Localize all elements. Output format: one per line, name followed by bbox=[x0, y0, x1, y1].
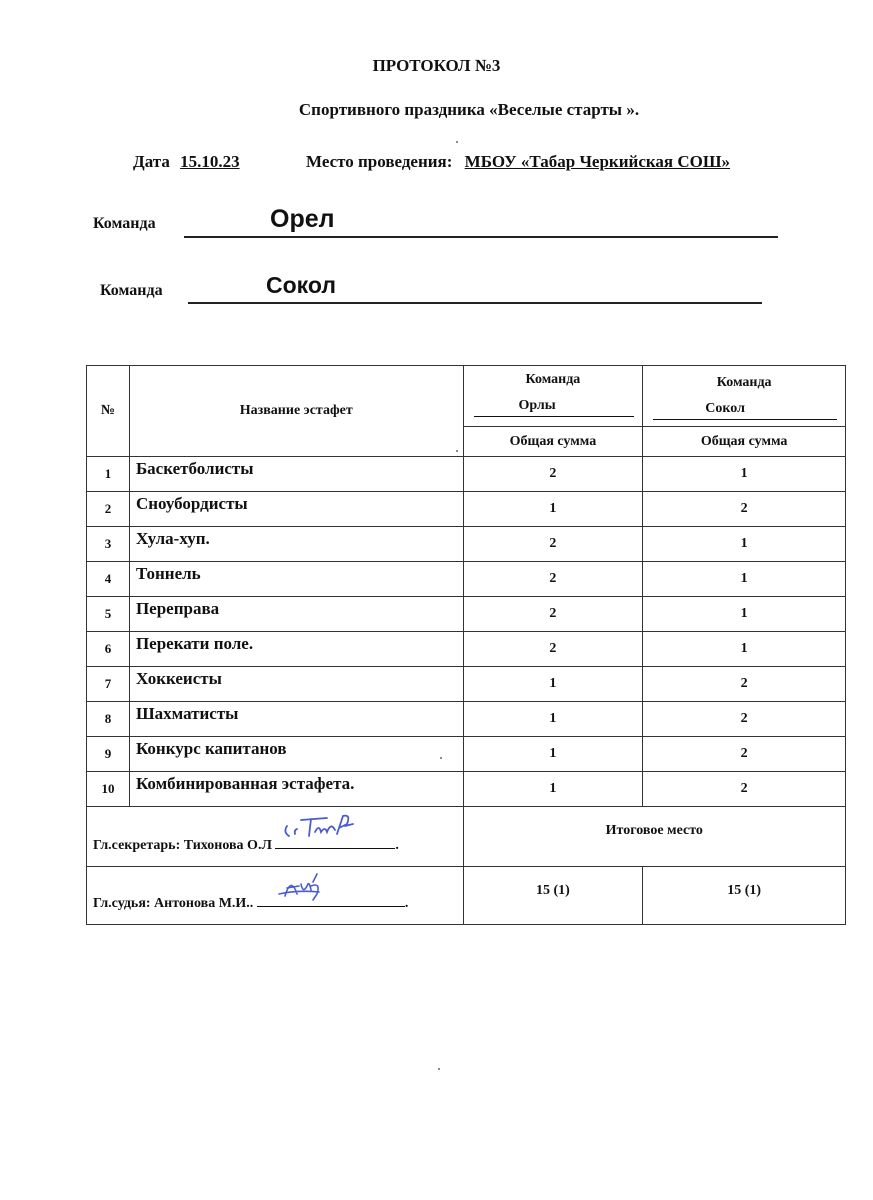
secretary-row bbox=[87, 807, 846, 867]
row-number: 7 bbox=[87, 667, 130, 702]
scan-speck bbox=[456, 450, 458, 452]
row-number: 9 bbox=[87, 737, 130, 772]
table-header-row bbox=[87, 366, 846, 427]
secretary-signature-line bbox=[275, 834, 395, 849]
team2-name: Сокол bbox=[266, 272, 336, 298]
team1-score: 2 bbox=[463, 632, 643, 667]
team2-score: 1 bbox=[643, 597, 846, 632]
team2-label: Команда bbox=[100, 282, 163, 299]
results-table bbox=[86, 365, 846, 925]
relay-name: Комбинированная эстафета. bbox=[129, 772, 463, 807]
team2-score: 2 bbox=[643, 667, 846, 702]
team1-score: 1 bbox=[463, 667, 643, 702]
document-subtitle: Спортивного праздника «Веселые старты ». bbox=[298, 100, 640, 119]
table-row bbox=[87, 737, 846, 772]
venue-line bbox=[306, 152, 730, 172]
scan-speck bbox=[438, 1068, 440, 1070]
scan-speck bbox=[440, 757, 442, 759]
row-number: 1 bbox=[87, 457, 130, 492]
team1-score: 1 bbox=[463, 772, 643, 807]
scan-speck bbox=[456, 141, 458, 143]
row-number: 5 bbox=[87, 597, 130, 632]
team1-score: 2 bbox=[463, 562, 643, 597]
judge-row bbox=[87, 867, 846, 925]
team1-col-name: Орлы bbox=[474, 396, 635, 417]
table-row bbox=[87, 527, 846, 562]
secretary-label: Гл.секретарь: Тихонова О.Л bbox=[93, 838, 272, 853]
row-number: 3 bbox=[87, 527, 130, 562]
judge-signature-line bbox=[257, 892, 405, 907]
relay-name: Сноубордисты bbox=[129, 492, 463, 527]
table-row bbox=[87, 632, 846, 667]
team2-col-name: Сокол bbox=[653, 399, 837, 420]
table-row bbox=[87, 492, 846, 527]
team2-score: 2 bbox=[643, 737, 846, 772]
team1-score: 1 bbox=[463, 702, 643, 737]
table-row bbox=[87, 772, 846, 807]
team1-col-header bbox=[463, 366, 643, 427]
team1-score: 2 bbox=[463, 527, 643, 562]
team2-score: 2 bbox=[643, 492, 846, 527]
relay-name: Перекати поле. bbox=[129, 632, 463, 667]
team2-col-title: Команда bbox=[716, 375, 772, 390]
row-number: 10 bbox=[87, 772, 130, 807]
team2-sum-header: Общая сумма bbox=[643, 427, 846, 457]
col-num-header: № bbox=[87, 366, 130, 457]
team2-score: 1 bbox=[643, 562, 846, 597]
relay-name: Переправа bbox=[129, 597, 463, 632]
secretary-period: . bbox=[395, 838, 399, 853]
table-row bbox=[87, 457, 846, 492]
document-title: ПРОТОКОЛ №3 bbox=[372, 56, 501, 75]
team1-final-place: 15 (1) bbox=[463, 867, 643, 925]
team2-score: 1 bbox=[643, 457, 846, 492]
team2-score: 2 bbox=[643, 772, 846, 807]
team1-label: Команда bbox=[93, 215, 156, 232]
venue-value: МБОУ «Табар Черкийская СОШ» bbox=[464, 152, 731, 171]
row-number: 4 bbox=[87, 562, 130, 597]
judge-signature bbox=[277, 872, 337, 902]
judge-label: Гл.судья: Антонова М.И.. bbox=[93, 896, 254, 911]
team1-score: 1 bbox=[463, 737, 643, 772]
secretary-cell bbox=[87, 807, 464, 867]
team1-name: Орел bbox=[270, 205, 335, 233]
date-label: Дата bbox=[133, 152, 170, 171]
table-row bbox=[87, 702, 846, 737]
team2-score: 2 bbox=[643, 702, 846, 737]
date-line bbox=[133, 152, 240, 172]
team2-score: 1 bbox=[643, 527, 846, 562]
team1-sum-header: Общая сумма bbox=[463, 427, 643, 457]
table-row bbox=[87, 667, 846, 702]
team1-col-title: Команда bbox=[525, 372, 581, 387]
judge-period: . bbox=[404, 896, 409, 911]
relay-name: Хоккеисты bbox=[129, 667, 463, 702]
team1-score: 1 bbox=[463, 492, 643, 527]
team1-score: 2 bbox=[463, 597, 643, 632]
team1-name-line bbox=[184, 205, 778, 238]
final-place-label: Итоговое место bbox=[463, 807, 845, 867]
team2-score: 1 bbox=[643, 632, 846, 667]
table-row bbox=[87, 562, 846, 597]
relay-name: Конкурс капитанов bbox=[129, 737, 463, 772]
row-number: 8 bbox=[87, 702, 130, 737]
relay-name: Баскетболисты bbox=[129, 457, 463, 492]
team2-final-place: 15 (1) bbox=[643, 867, 846, 925]
date-value: 15.10.23 bbox=[180, 152, 240, 171]
table-row bbox=[87, 597, 846, 632]
judge-cell bbox=[87, 867, 464, 925]
row-number: 2 bbox=[87, 492, 130, 527]
col-name-header-label: Название эстафет bbox=[239, 403, 353, 418]
team2-name-line bbox=[188, 272, 762, 304]
relay-name: Хула-хуп. bbox=[129, 527, 463, 562]
venue-label: Место проведения: bbox=[306, 152, 453, 171]
team1-score: 2 bbox=[463, 457, 643, 492]
secretary-signature bbox=[281, 812, 371, 842]
row-number: 6 bbox=[87, 632, 130, 667]
relay-name: Шахматисты bbox=[129, 702, 463, 737]
col-name-header bbox=[129, 366, 463, 457]
relay-name: Тоннель bbox=[129, 562, 463, 597]
team2-col-header bbox=[643, 366, 846, 427]
